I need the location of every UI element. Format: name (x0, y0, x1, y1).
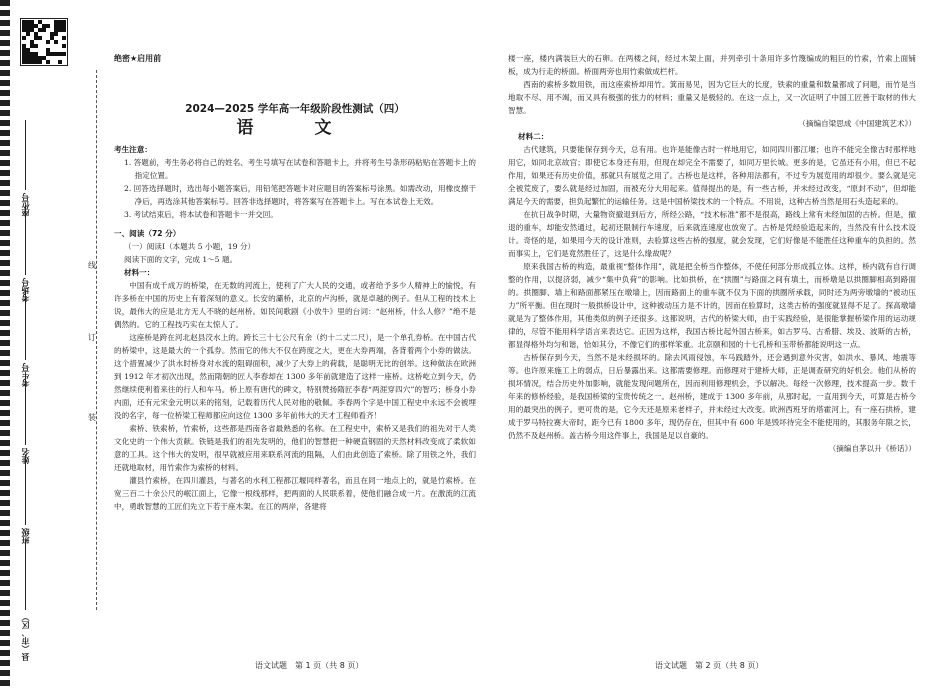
exam-room-label: 考场号 (21, 278, 30, 302)
class-label: 班级 (21, 528, 30, 544)
page-footer-left: 语文试题 第 1 页（共 8 页） (255, 661, 364, 670)
paragraph: 古代建筑，只要能保存到今天，总有用。也许是能像古时一样地用它，如同四川都江堰；也许不能完全像古时那样地用它，如同北京故宫；即使它本身还有用，但现在却完全不需要了，如同万里长城。更多的是，它虽还有小用，但已不起作用，如果还有历史价值，那就只有展览之用了。古桥也是这样，各种用法都有，不过专为展览用的却很少。要么就是完全被荒废了，要么就是经过加固，而被充分大用起来。值得提出的是，有一些古桥，并未经过改变，“原封不动”，但却能满足今天的需要，担负起繁忙的运输任务。这是中国桥梁技术的一个特点。不用说，这种古桥当然是用石头造起来的。 (508, 145, 916, 206)
paragraph: 这座桥是跨在河北赵县洨水上的。跨长三十七公尺有余（约十二丈二尺），是一个单孔券桥。在中国古代的桥梁中，这是最大的一个孤券。然而它的伟大不仅在跨度之大，更在大券两端，各背着两个小券的做法。这个措置减少了洪水时桥身对水流的阻碍面积，减少了大券上的荷载，是聪明无比的创举。这种做法在欧洲到 1912 年才初次出现，然而隋朝的匠人李春却在 1300 多年前就建造了这样一座桥。这桥屹立到今天，仍然继续使利着来往的行人和车马。桥上原有唐代的碑文，特别赞扬隋匠李春“两涯穿四穴”的智巧；桥身小券内面，还有元宋金元明以来的铭刻，记载着历代人民对他的敬佩。李春两个字是中国工程史中永远不会被埋没的名字，每一位桥梁工程师都应向这位 1300 多年前伟大的天才工程师看齐！ (114, 333, 476, 420)
paragraph: 灌县竹索桥，在四川灌县，与著名的水利工程都江堰同样著名，而且在同一地点上的，就是竹索桥。在宽三百二十余公尺的岷江面上，它像一根线那样，把两面的人民联系着，使他们融合成一片。在激流的江流中，勇敢智慧的工匠们先立下若干座木架。在江的两岸，各建将 (114, 476, 476, 511)
notice-item: 1. 答题前，考生务必将自己的姓名、考生号填写在试卷和答题卡上，并将考生号条形码粘贴在答题卡上的指定位置。 (124, 158, 476, 180)
confidential-mark: 绝密★启用前 (114, 54, 162, 63)
county-label: 县（市、区） (21, 613, 30, 661)
paragraph: 索桥、铁索桥，竹索桥，这些都是西南各省最熟悉的名称。在工程史中，索桥又是我们的祖先对于人类文化史的一个伟大贡献。铁链是我们的祖先发明的，他们的智慧把一种硬直钢固的天然材料改变成了柔软如意的工具。这个伟大的发明，很早就被应用来联系河流的阻隔，人们由此创造了索桥。除了用铁之外，我们还就地取材，用竹索作为索桥的材料。 (114, 424, 476, 472)
exam-room-field[interactable] (20, 205, 64, 302)
student-number-label: 考生号 (21, 363, 30, 387)
paragraph: 古桥保存到今天，当然不是未经损坏的。除去风雨侵蚀，车马践踏外，还会遇到意外灾害，如洪水、暴风、地震等等。也许原来施工上的弱点，日后暴露出来。这都需要修理。而修理对于建桥大师，正是调查研究的好机会。他们从桥的损坏情况，结合历史外加影响，就能发现问题所在，因而利用修理机会，予以解决。每经一次修理，技术提高一步。数千年来的修桥经验，是我国桥梁的宝贵传统之一。赵州桥，建成于 1300 多年前，从那时起，一直用到今天，可算是古桥今用的最突出的例子。更可贵的是，它今天还是原来老样子，并未经过大改变。欧洲西班牙的塔霍河上，有一座石拱桥，建成于罗马特拉赛大帝时，距今已有 1800 多年，现仍存在，但其中有 600 年是毁坏待完全不能使用的，其服务年限之长，仍然不及赵州桥。盖古桥今用这件事上，我国是足以自豪的。 (508, 353, 916, 440)
right-page (508, 52, 916, 455)
exam-title: 2024—2025 学年高一年级阶段性测试（四） (185, 103, 405, 115)
left-page (114, 52, 476, 513)
name-field[interactable] (20, 375, 64, 464)
material-two-heading: 材料二： (518, 132, 549, 141)
binding-mark-bind: 装 (88, 410, 96, 425)
name-label: 姓名 (21, 448, 30, 464)
paragraph: 原来我国古桥的构造，最重视“整体作用”，就是把全桥当作整体，不使任何部分形成孤立体。这样，桥内就有自行调整的作用，以提济弱，减少“集中负荷”的影响。比如拱桥，在“拱圈”与路面之间有填土，而桥墩是以拱圈脚相高到路面的。拱圈脚、墙上和路面都紧压在墩墙上，因而路面上的重车就不仅为下面的拱圈所承载，同时还为两旁墩墙的“被动压力”所平衡。但在现时一般拱桥设计中，这种被动压力是不计的，因而在验算时，这类古桥的强度就显得不足了。探高墩墙就是为了整体作用，其他类似的例子还很多。这都说明，古代的桥梁大师，由于实践经验，是很能掌握桥梁作用的运动规律的，尽管不能用科学语言来表达它。正因为这样，我国古桥比起外国古桥来，如古罗马、古希腊、埃及、波斯的古桥，都显得格外均匀和谐，恰如其分，不像它们的那样笨重。北京颐和园的十七孔桥和玉带桥都能说明这一点。 (508, 262, 916, 349)
material-one-heading: 材料一： (124, 268, 155, 277)
notice-heading: 考生注意： (114, 145, 152, 154)
paragraph: 楼一座，楼内满装巨大的石卵。在两楼之间，经过木架上面，并列牵引十条用许多竹篾编成的粗巨的竹索，竹索上面铺板，成为行走的桥面。桥面两旁也用竹索做成栏杆。 (508, 54, 916, 76)
instruction-text: 阅读下面的文字，完成 1～5 题。 (124, 255, 238, 264)
source-citation: （摘编自茅以升《桥话》） (828, 444, 916, 453)
binding-cut-line (96, 70, 97, 610)
page-footer-right: 语文试题 第 2 页（共 8 页） (655, 661, 764, 670)
subsection-heading: （一）阅读Ⅰ（本题共 5 小题，19 分） (124, 242, 256, 251)
student-number-field[interactable] (20, 290, 64, 387)
binding-mark-line: 线 (88, 258, 96, 273)
section-heading: 一、阅读（72 分） (114, 229, 181, 238)
seat-number-label: 座位号 (21, 193, 30, 217)
source-citation: （摘编自梁思成《中国建筑艺术》） (798, 119, 916, 128)
notice-item: 3. 考试结束后，将本试卷和答题卡一并交回。 (124, 210, 278, 219)
paragraph: 中国有成千成万的桥梁，在无数的河流上，使利了广大人民的交通，或者给予多少人精神上的愉悦，有许多桥在中国的历史上有着深刻的意义。长安的灞桥，北京的卢沟桥，就是卓越的例子。但从工程的技术上说，最伟大的应是北方无人不晓的赵州桥。如民间歌剧《小放牛》里的台词：“赵州桥，什么人修？”绝不是偶然的。它的工程技巧实在太惊人了。 (114, 281, 476, 329)
paragraph: 西南的索桥多数用铁，而这座索桥却用竹。箕而易见，因为它巨大的长度，铁索的重量和数量都成了问题，而竹是当地取不尽、用不竭，而又具有极强的张力的材料；重量又是极轻的。在这一点上，又一次证明了中国工匠善于取材的伟大智慧。 (508, 80, 916, 115)
qr-code-icon (20, 18, 68, 66)
paragraph: 在抗日战争时期，大量物资撤退到后方，所经公路，“技术标准”都不是很高，路线上常有未经加固的古桥。但是，撤退的重车，却能安然通过，起初还限制行车速度，后来就连速度也放宽了。古桥是凭经验造起来的，当然没有什么技术设计。奇怪的是，如果用今天的设计准则，去验算这些古桥的强度，就会发现，它们好像是不能胜任这种重车的负担的。然而事实上，它们是竟然胜任了，这是什么缘故呢？ (508, 210, 916, 258)
class-field[interactable] (20, 455, 64, 544)
binding-mark-staple: 订 (88, 330, 96, 345)
notice-list (114, 156, 476, 221)
notice-item: 2. 回答选择题时，选出每小题答案后，用铅笔把答题卡对应题目的答案标号涂黑。如需改动，用橡皮擦干净后，再选涂其他答案标号。回答非选择题时，将答案写在答题卡上。写在本试卷上无效。 (124, 184, 476, 206)
subject-title: 语 文 (236, 118, 354, 138)
county-field[interactable] (20, 540, 64, 661)
seat-number-field[interactable] (20, 120, 64, 217)
binding-stripe (0, 0, 10, 688)
